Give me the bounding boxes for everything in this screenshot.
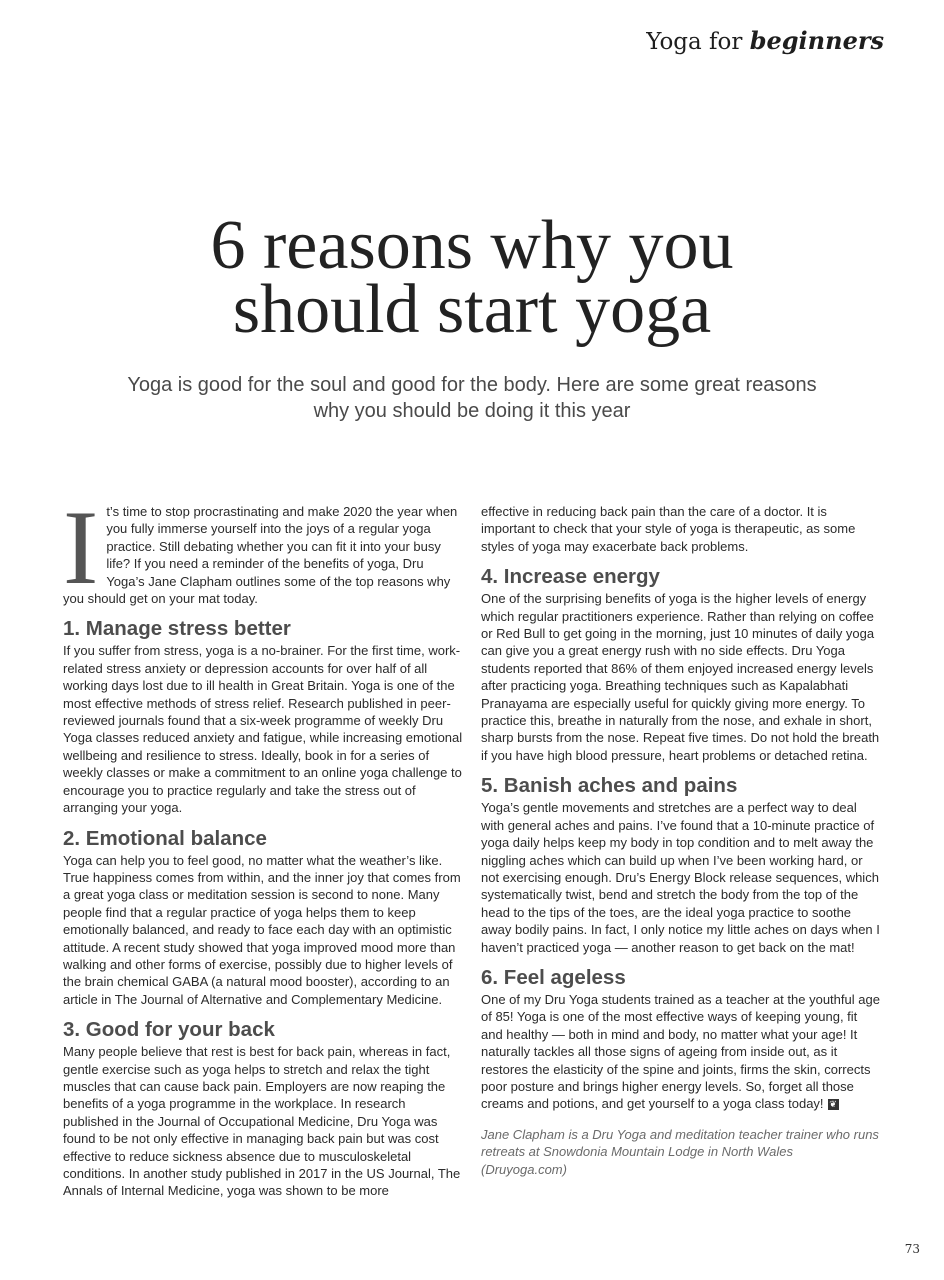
intro-text: t’s time to stop procrastinating and make 2020 the year when you fully immerse yourself into the joys of a regular yoga practice. Still debating whether you can fit it into your busy life? If you need a reminder of the benefits of yoga, Dru Yoga’s Jane Clapham outlines some of the top reasons why you should get on your mat today. — [63, 504, 458, 607]
section-body: One of the surprising benefits of yoga is the higher levels of energy which regular practitioners experience. Rather than relying on coffee or Red Bull to get going in the morning, just 10 minutes of daily yoga can give you a great energy rush with no side effects. Dru Yoga students reported that 86% of them enjoyed increased energy levels after practicing yoga. Breathing techniques such as Kapalabhati Pranayama are especially useful for quickly giving more energy. To practice this, breathe in naturally from the nose, and exhale in short, sharp bursts from the nose. Repeat five times. Do not hold the breath if you have high blood pressure, heart problems or detached retina. — [481, 591, 880, 763]
yoga-end-mark-icon: ❦ — [829, 1099, 837, 1110]
article-title — [0, 207, 944, 348]
section-heading: 5. Banish aches and pains — [481, 774, 738, 798]
section-tag — [646, 26, 884, 55]
article-title-line-2: should start yoga — [232, 271, 712, 348]
section-body-continued: effective in reducing back pain than the care of a doctor. It is important to check that your style of yoga is therapeutic, as some styles of yoga may exacerbate back problems. — [481, 504, 856, 554]
author-byline: Jane Clapham is a Dru Yoga and meditation teacher trainer who runs retreats at Snowdonia Mountain Lodge in North Wales (Druyoga.com) — [481, 1126, 879, 1177]
section-heading: 4. Increase energy — [481, 565, 660, 589]
section-tag-plain: Yoga for — [646, 29, 743, 55]
section-heading: 1. Manage stress better — [63, 617, 291, 641]
section-body: If you suffer from stress, yoga is a no-brainer. For the first time, work-related stress anxiety or depression accounts for over half of all working days lost due to ill health in Great Britain. Yoga is one of the most effective methods of stress relief. Research published in peer-reviewed journals found that a six-week programme of weekly Dru Yoga classes reduced anxiety and fatigue, while increasing emotional wellbeing and resilience to stress. Ideally, book in for a series of weekly classes or make a commitment to an online yoga challenge to encourage you to practice regularly and take the stress out of arranging your yoga. — [63, 643, 463, 816]
intro-paragraph — [63, 489, 463, 607]
section-body: One of my Dru Yoga students trained as a teacher at the youthful age of 85! Yoga is one of the most effective ways of keeping young, fit and healthy — both in mind and body, no matter what your age! It naturally tackles all those signs of ageing from inside out, as it restores the elasticity of the spine and joints, firms the skin, corrects poor posture and brings higher energy levels. So, forget all those creams and potions, and get yourself to a yoga class today! — [481, 991, 880, 1112]
section-body: Yoga’s gentle movements and stretches are a perfect way to deal with general aches and pains. I’ve found that a 10-minute practice of yoga daily helps keep my body in top condition and to melt away the niggling aches which can build up when I’ve been working hard, or not exercising enough. Dru’s Energy Block release sequences, which systematically twist, bend and stretch the body from the top of the head to the tips of the toes, are the ideal yoga practice to soothe away bodily pains. In fact, I only notice my little aches on days when I haven’t practiced yoga — another reason to get back on the mat! — [481, 800, 880, 955]
left-column — [63, 489, 463, 1200]
section-tag-script: beginners — [749, 26, 884, 55]
section-body-last — [481, 991, 881, 1113]
section-heading: 2. Emotional balance — [63, 826, 267, 850]
section-heading: 3. Good for your back — [63, 1018, 275, 1042]
right-column — [481, 503, 881, 1178]
section-body: Yoga can help you to feel good, no matter what the weather’s like. True happiness comes from within, and the inner joy that comes from a great yoga class or meditation session is second to none. Many people find that a regular practice of yoga helps them to keep emotionally balanced, and ready to face each day with an optimistic attitude. A recent study showed that yoga improved mood more than walking and other forms of exercise, possibly due to higher levels of the brain chemical GABA (a natural mood booster), according to an article in The Journal of Alternative and Complementary Medicine. — [63, 852, 461, 1007]
standfirst: Yoga is good for the soul and good for the body. Here are some great reasons why you should be doing it this year — [127, 374, 817, 422]
article-title-line-1: 6 reasons why you — [210, 207, 734, 284]
section-body: Many people believe that rest is best for back pain, whereas in fact, gentle exercise such as yoga helps to stretch and relax the tight muscles that can cause back pain. Employers are now reaping the benefits of a yoga programme in the workplace. In research published in the Journal of Occupational Medicine, Dru Yoga was found to be not only effective in managing back pain but was cost effective to reduce sickness absence due to musculoskeletal conditions. In another study published in 2017 in the US Journal, The Annals of Internal Medicine, yoga was shown to be more — [63, 1044, 461, 1199]
drop-cap: I — [63, 489, 99, 606]
page-number: 73 — [904, 1242, 920, 1256]
section-heading: 6. Feel ageless — [481, 965, 626, 989]
